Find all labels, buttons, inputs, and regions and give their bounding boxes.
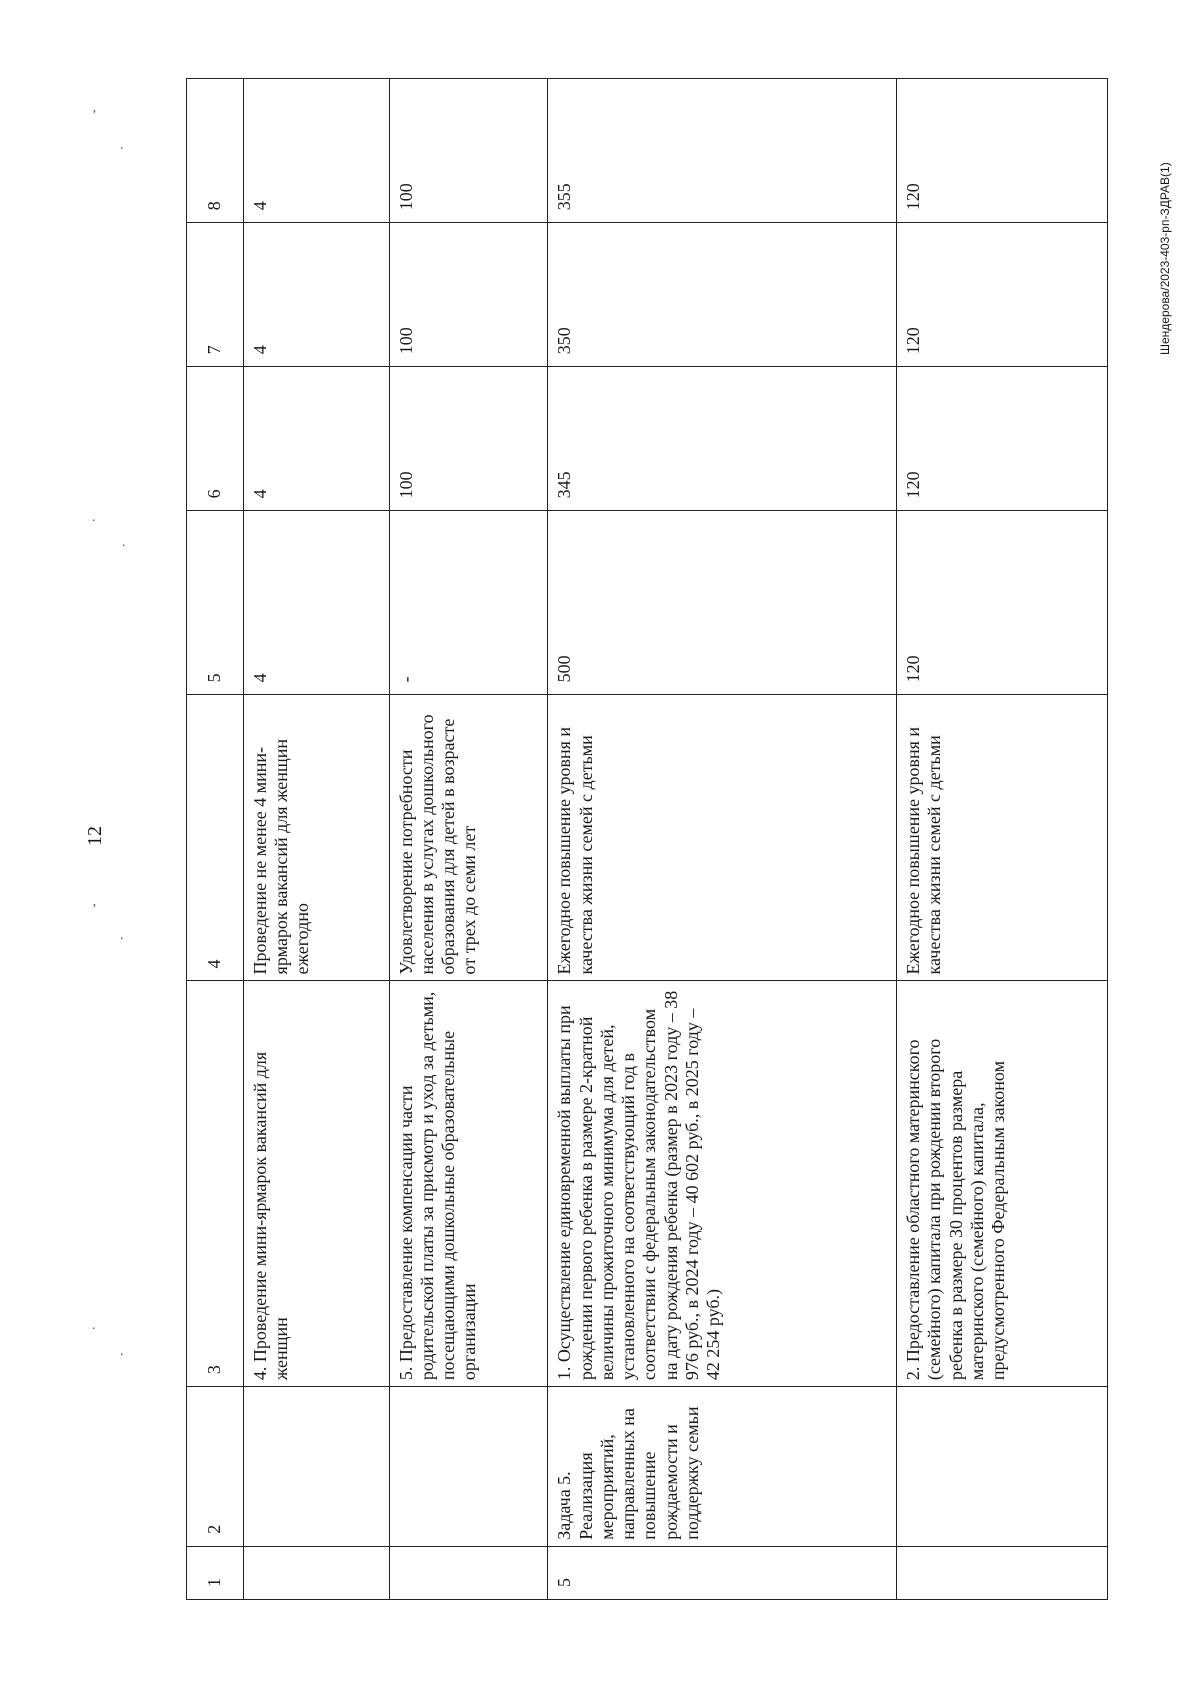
- table-cell: 1. Осуществление единовременной выплаты при рождении первого ребенка в размере 2-кратной величины прожиточного минимума для детей, установленного на соответствующий год в соответствии с федеральным законодательством на дату рождения ребенка (размер в 2023 году – 38 976 руб., в 2024 году – 40 602 руб., в 2025 году – 42 254 руб.): [548, 981, 897, 1387]
- scan-speck: .: [120, 138, 124, 153]
- table-cell: 345: [548, 367, 897, 511]
- table-row: [897, 79, 1108, 1600]
- header-cell: 2: [187, 1387, 244, 1547]
- table-cell: Задача 5. Реализация мероприятий, направленных на повышение рождаемости и поддержку семьи: [548, 1387, 897, 1547]
- table-cell: 100: [389, 223, 548, 367]
- page-number: 12: [84, 826, 106, 846]
- table-cell: 355: [548, 79, 897, 223]
- table-cell: [244, 1546, 390, 1599]
- table-cell: -: [389, 511, 548, 695]
- table-cell: [897, 1546, 1108, 1599]
- table-cell: 120: [897, 223, 1108, 367]
- table-cell: 4: [244, 511, 390, 695]
- table-cell: 5. Предоставление компенсации части родительской платы за присмотр и уход за детьми, посещающими дошкольные образовательные организации: [389, 981, 548, 1387]
- table-cell: 4: [244, 79, 390, 223]
- table-cell: Ежегодное повышение уровня и качества жизни семей с детьми: [897, 695, 1108, 981]
- table-row: [244, 79, 390, 1600]
- table-row: [389, 79, 548, 1600]
- table-cell: 4: [244, 367, 390, 511]
- header-cell: 1: [187, 1546, 244, 1599]
- table-cell: Ежегодное повышение уровня и качества жизни семей с детьми: [548, 695, 897, 981]
- table-cell: 4: [244, 223, 390, 367]
- data-table-rotated: [186, 78, 1108, 1600]
- header-cell: 8: [187, 79, 244, 223]
- table-cell: [244, 1387, 390, 1547]
- table-row: [548, 79, 897, 1600]
- table-cell: 120: [897, 79, 1108, 223]
- table-cell: 100: [389, 79, 548, 223]
- table-cell: 100: [389, 367, 548, 511]
- table-cell: [389, 1387, 548, 1547]
- header-cell: 3: [187, 981, 244, 1387]
- scan-speck: .: [122, 535, 126, 550]
- table-cell: 2. Предоставление областного материнского (семейного) капитала при рождении второго ребенка в размере 30 процентов размера материнского (семейного) капитала, предусмотренного Федеральным законом: [897, 981, 1108, 1387]
- table-cell: Проведение не менее 4 мини-ярмарок вакансий для женщин ежегодно: [244, 695, 390, 981]
- table-cell: 120: [897, 511, 1108, 695]
- table-cell: 4. Проведение мини-ярмарок вакансий для женщин: [244, 981, 390, 1387]
- table-cell: [897, 1387, 1108, 1547]
- header-cell: 4: [187, 695, 244, 981]
- scan-speck: ’: [92, 902, 97, 917]
- table-cell: [389, 1546, 548, 1599]
- header-cell: 7: [187, 223, 244, 367]
- header-cell: 6: [187, 367, 244, 511]
- scan-speck: .: [92, 1318, 96, 1333]
- table-cell: 5: [548, 1546, 897, 1599]
- document-code: Шендерова/2023-403-рп-ЗДРАВ(1): [1158, 162, 1172, 355]
- table-header-row: [187, 79, 244, 1600]
- scan-speck: ’: [92, 108, 97, 123]
- table-cell: Удовлетворение потребности населения в услугах дошкольного образования для детей в возрасте от трех до семи лет: [389, 695, 548, 981]
- header-cell: 5: [187, 511, 244, 695]
- data-table: [186, 78, 1108, 1600]
- scan-speck: .: [120, 1344, 124, 1359]
- scan-speck: .: [92, 510, 96, 525]
- table-cell: 120: [897, 367, 1108, 511]
- table-cell: 350: [548, 223, 897, 367]
- scan-speck: .: [120, 928, 124, 943]
- table-cell: 500: [548, 511, 897, 695]
